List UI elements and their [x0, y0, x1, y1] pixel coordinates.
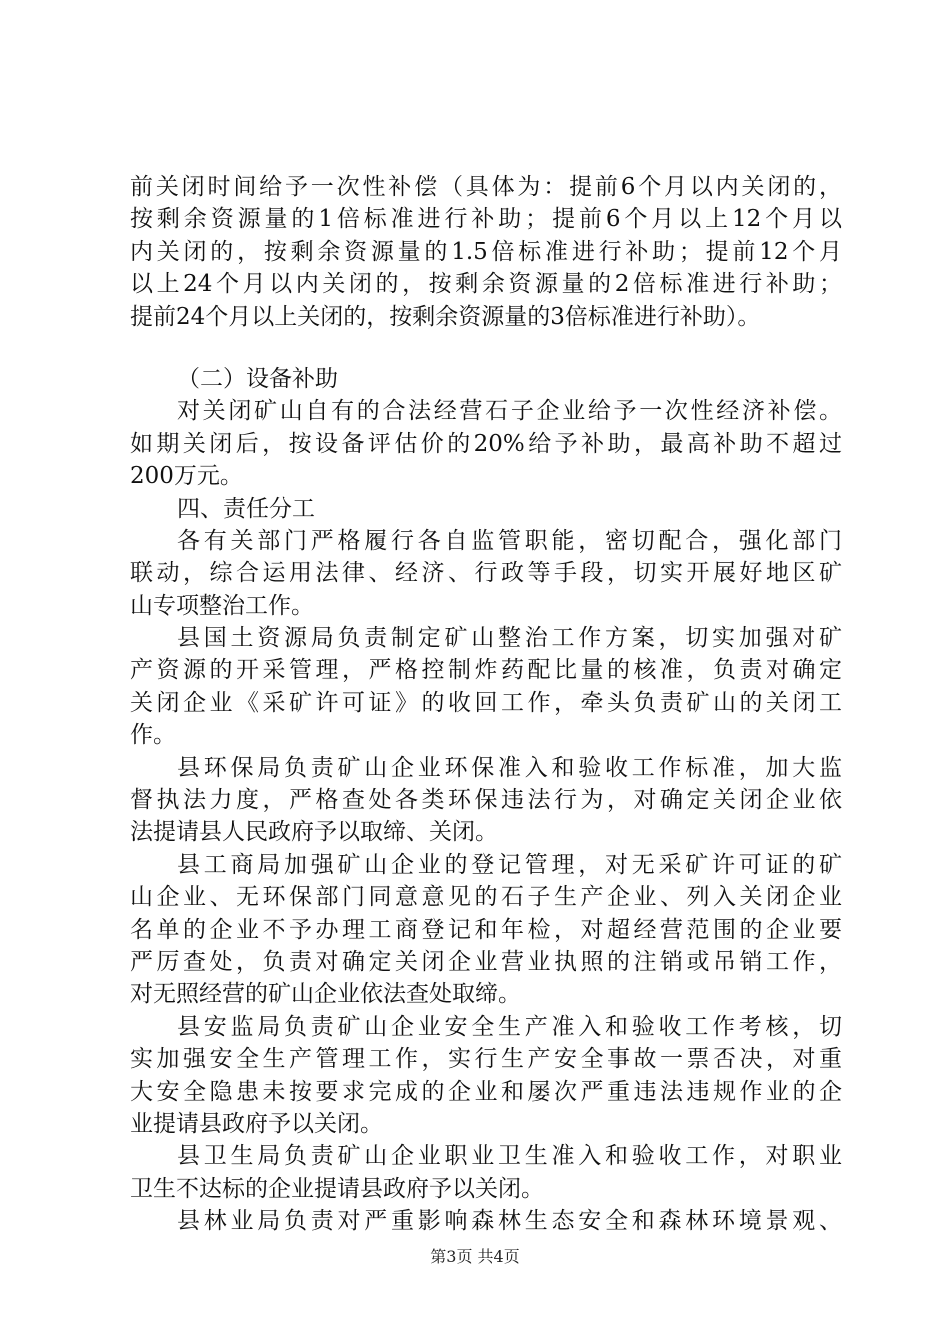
text-line: 县国土资源局负责制定矿山整治工作方案，切实加强对矿 [177, 625, 842, 652]
text-line: 山专项整治工作。 [130, 592, 314, 619]
text-line: 卫生不达标的企业提请县政府予以关闭。 [130, 1175, 544, 1202]
text-line: 各有关部门严格履行各自监管职能，密切配合，强化部门 [177, 527, 842, 554]
paragraph-safety-bureau [130, 1011, 842, 1141]
text-line: 对关闭矿山自有的合法经营石子企业给予一次性经济补偿。 [177, 398, 842, 425]
paragraph-compensation-terms [130, 171, 842, 333]
document-body [130, 171, 842, 1238]
paragraph-equipment-subsidy [130, 395, 842, 492]
section-heading-responsibilities [130, 493, 842, 525]
text-line: 对无照经营的矿山企业依法查处取缔。 [130, 981, 521, 1008]
text-line: 督执法力度，严格查处各类环保违法行为，对确定关闭企业依 [130, 787, 842, 814]
text-line: 以上24个月以内关闭的，按剩余资源量的2倍标准进行补助； [130, 271, 842, 298]
text-line: 关闭企业《采矿许可证》的收回工作，牵头负责矿山的关闭工 [130, 689, 842, 716]
section-heading: 四、责任分工 [177, 495, 315, 522]
section-heading: （二）设备补助 [177, 365, 338, 392]
page-number-label: 第3页 共4页 [430, 1247, 520, 1266]
text-line: 县工商局加强矿山企业的登记管理，对无采矿许可证的矿 [177, 851, 842, 878]
paragraph-forestry-bureau [130, 1205, 842, 1237]
text-line: 产资源的开采管理，严格控制炸药配比量的核准，负责对确定 [130, 657, 842, 684]
paragraph-health-bureau [130, 1140, 842, 1205]
text-line: 县卫生局负责矿山企业职业卫生准入和验收工作，对职业 [177, 1143, 842, 1170]
text-line: 实加强安全生产管理工作，实行生产安全事故一票否决，对重 [130, 1046, 842, 1073]
text-line: 内关闭的，按剩余资源量的1.5倍标准进行补助；提前12个月 [130, 238, 842, 265]
text-line: 作。 [130, 722, 176, 749]
text-line: 名单的企业不予办理工商登记和年检，对超经营范围的企业要 [130, 916, 842, 943]
text-line: 县安监局负责矿山企业安全生产准入和验收工作考核，切 [177, 1013, 842, 1040]
paragraph-departments [130, 525, 842, 622]
text-line: 法提请县人民政府予以取缔、关闭。 [130, 819, 498, 846]
text-line: 200万元。 [130, 463, 243, 490]
text-line: 山企业、无环保部门同意意见的石子生产企业、列入关闭企业 [130, 884, 842, 911]
text-line: 如期关闭后，按设备评估价的20%给予补助，最高补助不超过 [130, 430, 842, 457]
page-footer [0, 1247, 950, 1267]
text-line: 业提请县政府予以关闭。 [130, 1110, 383, 1137]
text-line: 大安全隐患未按要求完成的企业和屡次严重违法违规作业的企 [130, 1078, 842, 1105]
text-line: 联动，综合运用法律、经济、行政等手段，切实开展好地区矿 [130, 560, 842, 587]
text-line: 前关闭时间给予一次性补偿（具体为：提前6个月以内关闭的， [130, 174, 842, 200]
paragraph-spacer [130, 333, 842, 363]
text-line: 县林业局负责对严重影响森林生态安全和森林环境景观、 [177, 1208, 842, 1235]
paragraph-environmental-bureau [130, 752, 842, 849]
text-line: 县环保局负责矿山企业环保准入和验收工作标准，加大监 [177, 754, 842, 781]
text-line: 提前24个月以上关闭的，按剩余资源量的3倍标准进行补助）。 [130, 303, 761, 330]
section-heading-equipment-subsidy [130, 363, 842, 395]
text-line: 按剩余资源量的1倍标准进行补助；提前6个月以上12个月以 [130, 206, 842, 233]
paragraph-land-resources-bureau [130, 622, 842, 752]
text-line: 严厉查处，负责对确定关闭企业营业执照的注销或吊销工作， [130, 948, 842, 975]
paragraph-industry-commerce-bureau [130, 849, 842, 1011]
